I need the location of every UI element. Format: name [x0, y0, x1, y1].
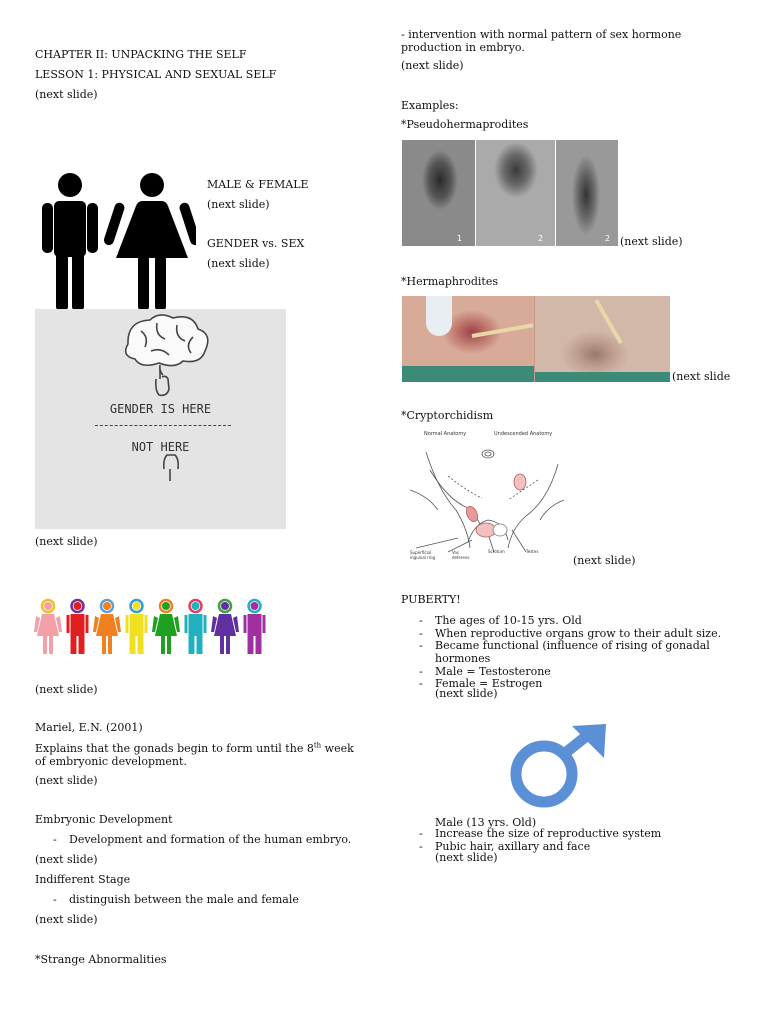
- list-item: - Increase the size of reproductive system: [401, 828, 731, 841]
- strange-abnormalities-heading: *Strange Abnormalities: [35, 953, 167, 966]
- hermaphrodites-heading: *Hermaphrodites: [401, 275, 498, 288]
- list-item: - Development and formation of the human embryo.: [35, 834, 351, 847]
- next-slide-note: (next slide): [620, 235, 683, 248]
- citation: Mariel, E.N. (2001): [35, 721, 143, 734]
- chapter-title: CHAPTER II: UNPACKING THE SELF: [35, 48, 247, 61]
- shirt-text-not-here: NOT HERE: [131, 440, 190, 454]
- next-slide-note: (next slide): [401, 59, 464, 72]
- pseudohermaphrodites-heading: *Pseudohermaprodites: [401, 118, 529, 131]
- next-slide-note: (next slide): [35, 683, 98, 696]
- next-slide-note: (next slide): [435, 851, 498, 864]
- gender-figure: [67, 600, 89, 654]
- embryonic-list: [35, 834, 351, 847]
- gender-vs-sex-heading: GENDER vs. SEX: [207, 237, 305, 250]
- examples-heading: Examples:: [401, 99, 459, 112]
- next-slide-note: (next slide): [207, 257, 270, 270]
- next-slide-note: (next slide): [207, 198, 270, 211]
- next-slide-note: (next slide): [35, 913, 98, 926]
- next-slide-note: (next slide): [573, 554, 636, 567]
- cryptorchidism-diagram: [408, 430, 566, 560]
- male-female-heading: MALE & FEMALE: [207, 178, 309, 191]
- list-item: - Became functional (influence of rising of gonadal hormones: [401, 640, 731, 665]
- list-item: - Female = Estrogen: [401, 678, 731, 691]
- hermaphrodite-photos: [402, 296, 670, 382]
- puberty-heading: PUBERTY!: [401, 593, 461, 606]
- next-slide-note: (next slide: [672, 370, 731, 383]
- male-female-pictogram: [38, 170, 196, 312]
- next-slide-note: (next slide): [35, 88, 98, 101]
- gender-figure: [126, 600, 148, 654]
- diagram-label: Normal Anatomy: [424, 431, 467, 437]
- gender-figure: [34, 600, 62, 654]
- diagram-label: Testes: [526, 549, 539, 554]
- pseudohermaphrodite-photos: 1 2 2: [402, 140, 618, 246]
- gender-shirt-photo: [35, 309, 286, 529]
- next-slide-note: (next slide): [35, 535, 98, 548]
- gender-figure: [152, 600, 180, 654]
- gender-figure: [93, 600, 121, 654]
- next-slide-note: (next slide): [35, 853, 98, 866]
- indifferent-list: [35, 894, 299, 907]
- gonads-paragraph: Explains that the gonads begin to form until the 8th week of embryonic development.: [35, 741, 354, 768]
- male-list: [401, 828, 731, 853]
- next-slide-note: (next slide): [435, 687, 498, 700]
- list-item: - Male = Testosterone: [401, 666, 731, 679]
- list-item: - When reproductive organs grow to their adult size.: [401, 628, 731, 641]
- embryonic-development-heading: Embryonic Development: [35, 813, 173, 826]
- list-item: - Pubic hair, axillary and face: [401, 841, 731, 854]
- diagram-label: Undescended Anatomy: [494, 431, 553, 437]
- shirt-divider: [95, 425, 231, 426]
- gender-figure: [244, 600, 266, 654]
- male-13-heading: Male (13 yrs. Old): [435, 816, 537, 829]
- male-symbol-icon: [506, 722, 610, 812]
- list-item: - The ages of 10-15 yrs. Old: [401, 615, 731, 628]
- lesson-title: LESSON 1: PHYSICAL AND SEXUAL SELF: [35, 68, 277, 81]
- list-item: - distinguish between the male and female: [35, 894, 299, 907]
- diagram-label: Scrotum: [488, 549, 505, 554]
- intervention-text: - intervention with normal pattern of sex hormone production in embryo.: [401, 28, 682, 54]
- puberty-list: [401, 615, 731, 691]
- gender-figure: [211, 600, 239, 654]
- gender-figure: [185, 600, 207, 654]
- shirt-text-gender-is-here: GENDER IS HERE: [109, 402, 212, 416]
- indifferent-stage-heading: Indifferent Stage: [35, 873, 131, 886]
- rainbow-gender-figures: [34, 596, 270, 656]
- diagram-label: Vas deferens: [452, 550, 470, 560]
- next-slide-note: (next slide): [35, 774, 98, 787]
- diagram-label: Superficial inguinal ring: [410, 550, 436, 560]
- cryptorchidism-heading: *Cryptorchidism: [401, 409, 494, 422]
